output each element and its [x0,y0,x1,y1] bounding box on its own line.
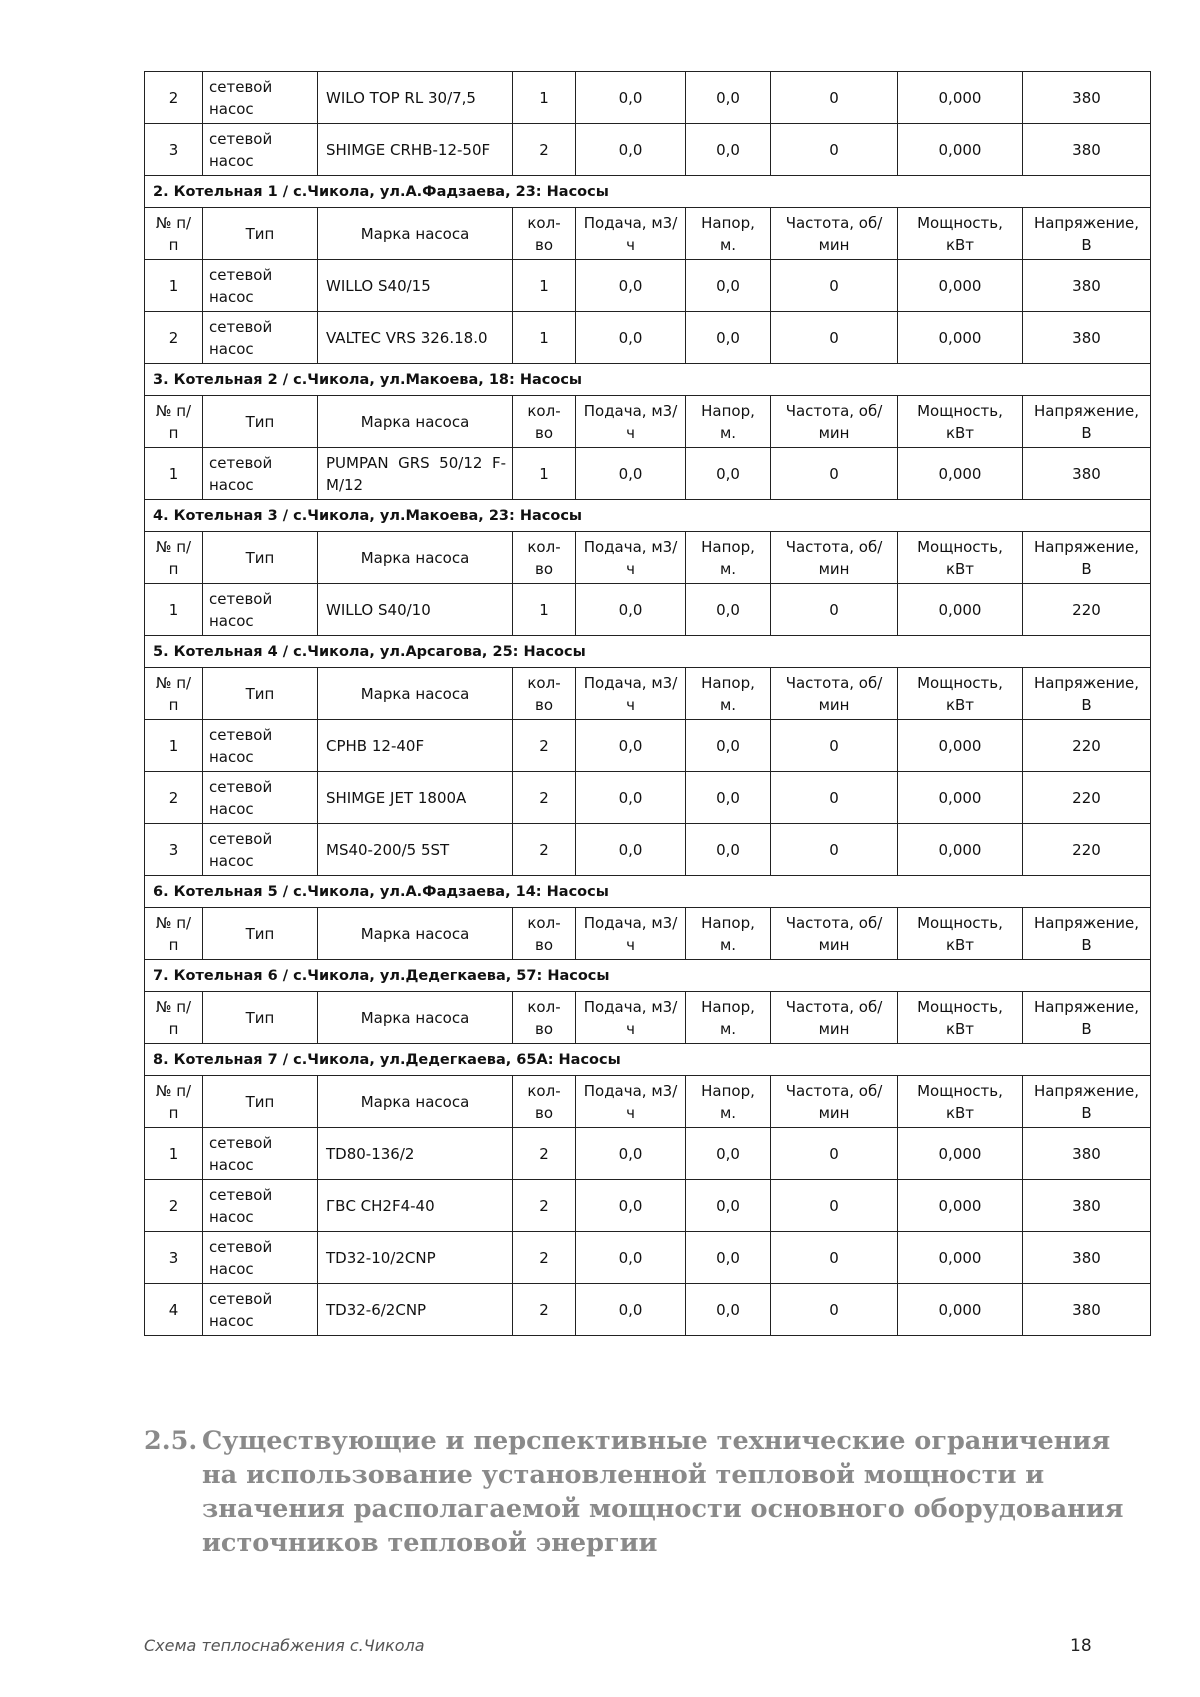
cell-voltage: 380 [1023,260,1151,312]
column-header-brand: Марка насоса [318,532,513,584]
column-header-qty: кол-во [513,668,576,720]
column-header-row [145,208,1151,260]
column-header-voltage: Напряжение, В [1023,908,1151,960]
cell-head: 0,0 [686,824,771,876]
cell-power: 0,000 [898,448,1023,500]
cell-type: сетевой насос [203,124,318,176]
cell-type: сетевой насос [203,260,318,312]
column-header-num: № п/п [145,532,203,584]
section-title: 7. Котельная 6 / с.Чикола, ул.Дедегкаева, 57: Насосы [145,960,1151,992]
table-row [145,260,1151,312]
cell-power: 0,000 [898,312,1023,364]
cell-num: 2 [145,312,203,364]
cell-type: сетевой насос [203,448,318,500]
cell-brand: WILO TOP RL 30/7,5 [318,72,513,124]
column-header-power: Мощность, кВт [898,396,1023,448]
column-header-voltage: Напряжение, В [1023,396,1151,448]
table-row [145,124,1151,176]
cell-head: 0,0 [686,72,771,124]
cell-power: 0,000 [898,720,1023,772]
cell-freq: 0 [771,824,898,876]
column-header-head: Напор, м. [686,1076,771,1128]
column-header-type: Тип [203,208,318,260]
cell-type: сетевой насос [203,584,318,636]
column-header-brand: Марка насоса [318,668,513,720]
section-title: 3. Котельная 2 / с.Чикола, ул.Макоева, 18: Насосы [145,364,1151,396]
column-header-type: Тип [203,532,318,584]
cell-brand: WILLO S40/15 [318,260,513,312]
cell-power: 0,000 [898,260,1023,312]
cell-qty: 2 [513,720,576,772]
section-title: 5. Котельная 4 / с.Чикола, ул.Арсагова, 25: Насосы [145,636,1151,668]
cell-flow: 0,0 [576,260,686,312]
table-row [145,1128,1151,1180]
cell-head: 0,0 [686,448,771,500]
cell-freq: 0 [771,1232,898,1284]
cell-brand: SHIMGE JET 1800A [318,772,513,824]
column-header-qty: кол-во [513,992,576,1044]
column-header-flow: Подача, м3/ч [576,668,686,720]
section-title-row [145,1044,1151,1076]
cell-freq: 0 [771,772,898,824]
cell-type: сетевой насос [203,1284,318,1336]
cell-freq: 0 [771,260,898,312]
cell-qty: 1 [513,584,576,636]
cell-brand: SHIMGE CRHB-12-50F [318,124,513,176]
cell-qty: 1 [513,448,576,500]
section-title: 2. Котельная 1 / с.Чикола, ул.А.Фадзаева, 23: Насосы [145,176,1151,208]
cell-brand: WILLO S40/10 [318,584,513,636]
cell-voltage: 380 [1023,448,1151,500]
column-header-row [145,396,1151,448]
cell-num: 2 [145,1180,203,1232]
column-header-num: № п/п [145,668,203,720]
cell-type: сетевой насос [203,1180,318,1232]
cell-brand: ГВС CH2F4-40 [318,1180,513,1232]
cell-brand: TD80-136/2 [318,1128,513,1180]
section-title-row [145,500,1151,532]
column-header-head: Напор, м. [686,668,771,720]
column-header-head: Напор, м. [686,992,771,1044]
column-header-row [145,532,1151,584]
cell-qty: 1 [513,260,576,312]
column-header-qty: кол-во [513,208,576,260]
cell-qty: 2 [513,772,576,824]
cell-num: 1 [145,448,203,500]
section-title-row [145,876,1151,908]
column-header-flow: Подача, м3/ч [576,208,686,260]
column-header-brand: Марка насоса [318,1076,513,1128]
section-title-row [145,636,1151,668]
cell-flow: 0,0 [576,1284,686,1336]
column-header-type: Тип [203,668,318,720]
column-header-voltage: Напряжение, В [1023,532,1151,584]
column-header-brand: Марка насоса [318,992,513,1044]
table-row [145,448,1151,500]
section-title: 6. Котельная 5 / с.Чикола, ул.А.Фадзаева, 14: Насосы [145,876,1151,908]
cell-type: сетевой насос [203,1128,318,1180]
column-header-head: Напор, м. [686,208,771,260]
column-header-num: № п/п [145,396,203,448]
column-header-qty: кол-во [513,532,576,584]
section-title: 8. Котельная 7 / с.Чикола, ул.Дедегкаева, 65А: Насосы [145,1044,1151,1076]
cell-voltage: 380 [1023,312,1151,364]
cell-num: 1 [145,720,203,772]
cell-qty: 2 [513,1232,576,1284]
cell-power: 0,000 [898,584,1023,636]
cell-head: 0,0 [686,1284,771,1336]
cell-head: 0,0 [686,260,771,312]
section-title-row [145,960,1151,992]
column-header-type: Тип [203,1076,318,1128]
column-header-num: № п/п [145,908,203,960]
cell-power: 0,000 [898,124,1023,176]
cell-type: сетевой насос [203,824,318,876]
column-header-head: Напор, м. [686,396,771,448]
column-header-power: Мощность, кВт [898,532,1023,584]
cell-num: 3 [145,824,203,876]
column-header-row [145,992,1151,1044]
cell-power: 0,000 [898,1128,1023,1180]
cell-power: 0,000 [898,72,1023,124]
column-header-flow: Подача, м3/ч [576,992,686,1044]
column-header-type: Тип [203,396,318,448]
cell-num: 4 [145,1284,203,1336]
section-title-row [145,176,1151,208]
cell-voltage: 380 [1023,124,1151,176]
cell-num: 1 [145,260,203,312]
cell-type: сетевой насос [203,720,318,772]
cell-flow: 0,0 [576,1232,686,1284]
section-heading-number: 2.5. [144,1426,198,1456]
cell-freq: 0 [771,584,898,636]
column-header-row [145,908,1151,960]
cell-power: 0,000 [898,772,1023,824]
cell-num: 3 [145,1232,203,1284]
cell-qty: 1 [513,312,576,364]
column-header-brand: Марка насоса [318,908,513,960]
column-header-freq: Частота, об/мин [771,992,898,1044]
cell-num: 1 [145,1128,203,1180]
cell-qty: 2 [513,1284,576,1336]
cell-num: 1 [145,584,203,636]
cell-type: сетевой насос [203,312,318,364]
cell-freq: 0 [771,448,898,500]
column-header-num: № п/п [145,992,203,1044]
page-number: 18 [1070,1636,1092,1656]
cell-flow: 0,0 [576,312,686,364]
cell-voltage: 380 [1023,1128,1151,1180]
cell-num: 2 [145,72,203,124]
column-header-voltage: Напряжение, В [1023,1076,1151,1128]
section-heading-text: Существующие и перспективные технические ограничения на использование установленной тепловой мощности и значения располагаемой мощности основного оборудования источников тепловой энергии [202,1426,1124,1558]
column-header-freq: Частота, об/мин [771,396,898,448]
cell-brand: PUMPAN GRS 50/12 F-M/12 [318,448,513,500]
cell-qty: 2 [513,124,576,176]
cell-flow: 0,0 [576,720,686,772]
table-row [145,720,1151,772]
column-header-power: Мощность, кВт [898,668,1023,720]
column-header-qty: кол-во [513,396,576,448]
cell-brand: VALTEC VRS 326.18.0 [318,312,513,364]
column-header-flow: Подача, м3/ч [576,908,686,960]
section-heading [144,1424,1144,1560]
table-row [145,824,1151,876]
pumps-table [144,71,1151,1336]
cell-head: 0,0 [686,1180,771,1232]
cell-power: 0,000 [898,1232,1023,1284]
section-title-row [145,364,1151,396]
table-row [145,1232,1151,1284]
column-header-row [145,668,1151,720]
table-row [145,312,1151,364]
cell-voltage: 380 [1023,1180,1151,1232]
cell-head: 0,0 [686,772,771,824]
cell-brand: CPHB 12-40F [318,720,513,772]
column-header-voltage: Напряжение, В [1023,208,1151,260]
cell-voltage: 220 [1023,824,1151,876]
table-row [145,772,1151,824]
table-row [145,584,1151,636]
cell-qty: 2 [513,1128,576,1180]
cell-flow: 0,0 [576,824,686,876]
cell-voltage: 220 [1023,720,1151,772]
column-header-num: № п/п [145,208,203,260]
cell-head: 0,0 [686,584,771,636]
table-row [145,72,1151,124]
cell-flow: 0,0 [576,584,686,636]
cell-flow: 0,0 [576,1128,686,1180]
cell-qty: 1 [513,72,576,124]
column-header-power: Мощность, кВт [898,992,1023,1044]
cell-head: 0,0 [686,1128,771,1180]
column-header-head: Напор, м. [686,532,771,584]
cell-power: 0,000 [898,1180,1023,1232]
column-header-brand: Марка насоса [318,208,513,260]
cell-freq: 0 [771,124,898,176]
cell-freq: 0 [771,1180,898,1232]
footer-document-title: Схема теплоснабжения с.Чикола [144,1636,425,1655]
column-header-flow: Подача, м3/ч [576,396,686,448]
cell-num: 3 [145,124,203,176]
column-header-num: № п/п [145,1076,203,1128]
cell-power: 0,000 [898,824,1023,876]
cell-flow: 0,0 [576,448,686,500]
column-header-head: Напор, м. [686,908,771,960]
cell-head: 0,0 [686,1232,771,1284]
cell-type: сетевой насос [203,1232,318,1284]
column-header-freq: Частота, об/мин [771,1076,898,1128]
column-header-brand: Марка насоса [318,396,513,448]
cell-type: сетевой насос [203,772,318,824]
cell-voltage: 380 [1023,1232,1151,1284]
cell-flow: 0,0 [576,124,686,176]
column-header-power: Мощность, кВт [898,208,1023,260]
cell-head: 0,0 [686,312,771,364]
column-header-qty: кол-во [513,908,576,960]
column-header-row [145,1076,1151,1128]
cell-qty: 2 [513,1180,576,1232]
table-row [145,1180,1151,1232]
cell-flow: 0,0 [576,72,686,124]
cell-flow: 0,0 [576,1180,686,1232]
cell-freq: 0 [771,1128,898,1180]
cell-brand: TD32-10/2CNP [318,1232,513,1284]
section-title: 4. Котельная 3 / с.Чикола, ул.Макоева, 23: Насосы [145,500,1151,532]
cell-voltage: 380 [1023,72,1151,124]
cell-power: 0,000 [898,1284,1023,1336]
column-header-voltage: Напряжение, В [1023,992,1151,1044]
cell-voltage: 220 [1023,772,1151,824]
cell-freq: 0 [771,1284,898,1336]
cell-voltage: 220 [1023,584,1151,636]
cell-qty: 2 [513,824,576,876]
column-header-power: Мощность, кВт [898,908,1023,960]
cell-brand: MS40-200/5 5ST [318,824,513,876]
cell-freq: 0 [771,720,898,772]
column-header-type: Тип [203,992,318,1044]
column-header-power: Мощность, кВт [898,1076,1023,1128]
table-row [145,1284,1151,1336]
cell-freq: 0 [771,72,898,124]
cell-head: 0,0 [686,124,771,176]
column-header-freq: Частота, об/мин [771,208,898,260]
column-header-flow: Подача, м3/ч [576,1076,686,1128]
column-header-freq: Частота, об/мин [771,668,898,720]
cell-head: 0,0 [686,720,771,772]
cell-num: 2 [145,772,203,824]
cell-freq: 0 [771,312,898,364]
column-header-type: Тип [203,908,318,960]
cell-brand: TD32-6/2CNP [318,1284,513,1336]
column-header-qty: кол-во [513,1076,576,1128]
column-header-flow: Подача, м3/ч [576,532,686,584]
column-header-freq: Частота, об/мин [771,532,898,584]
cell-flow: 0,0 [576,772,686,824]
cell-type: сетевой насос [203,72,318,124]
column-header-voltage: Напряжение, В [1023,668,1151,720]
column-header-freq: Частота, об/мин [771,908,898,960]
cell-voltage: 380 [1023,1284,1151,1336]
